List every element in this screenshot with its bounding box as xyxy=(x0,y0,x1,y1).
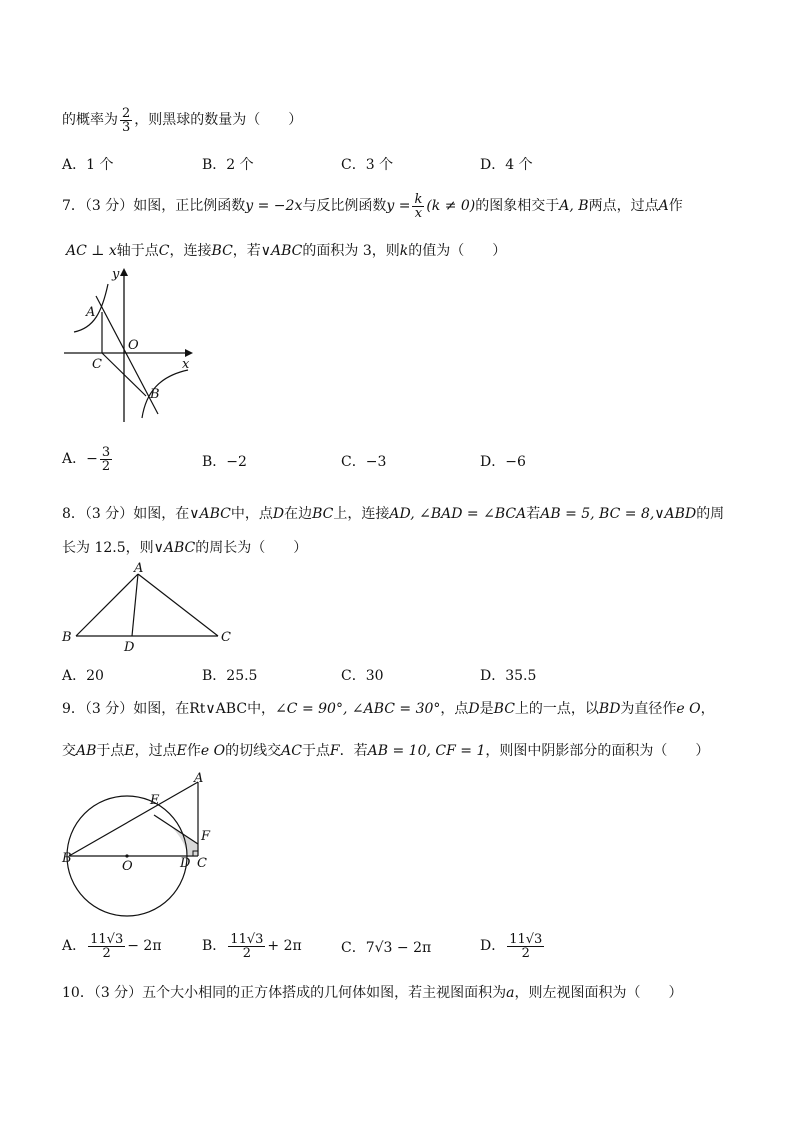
q9-opt-a-label: A． xyxy=(62,938,87,954)
q7-k: k xyxy=(399,243,409,259)
q7-line-y-eq-neg2x xyxy=(96,296,158,414)
q9-point-e: E xyxy=(176,743,187,759)
q9-point-e: E xyxy=(124,743,135,759)
q9-text: ，则图中阴影部分的面积为（ ） xyxy=(485,743,710,759)
q7-option-a[interactable] xyxy=(62,440,114,478)
q7-text: 7．（3 分）如图，正比例函数 xyxy=(62,198,246,214)
q9-text: 交 xyxy=(62,743,76,759)
q7-perp: AC ⊥ x xyxy=(66,243,117,259)
q9-opt-d-num: 11√3 xyxy=(509,931,543,947)
q9-opt-a-num: 11√3 xyxy=(90,931,124,947)
q8-triangle: ∨ABC xyxy=(189,506,231,522)
q9-text: ， xyxy=(700,701,715,717)
q9-rt-triangle: Rt∨ABC xyxy=(189,701,248,717)
q6-option-a[interactable]: A．1 个 xyxy=(62,157,114,173)
q9-option-b[interactable] xyxy=(202,926,302,966)
q7-text: 轴于点 xyxy=(116,243,159,259)
q7-opt-a-den: 2 xyxy=(101,458,111,474)
q7-label-c: C xyxy=(92,357,102,372)
q9-label-e: E xyxy=(150,793,160,808)
q9-text: 的切线交 xyxy=(225,743,282,759)
q7-label-x: x xyxy=(182,357,190,372)
q7-label-a: A xyxy=(86,305,96,320)
q9-stem-line1 xyxy=(62,698,715,718)
q9-label-a: A xyxy=(194,771,204,786)
q8-text: 中，点 xyxy=(230,506,273,522)
q7-text: 与反比例函数 xyxy=(302,198,387,214)
q7-fraction xyxy=(412,193,424,220)
q9-opt-b-tail: + 2π xyxy=(267,938,302,954)
q9-opt-d-den: 2 xyxy=(521,945,530,961)
q9-values: AB = 10, CF = 1 xyxy=(367,743,486,759)
q8-label-a: A xyxy=(134,561,144,576)
q8-text: 在边 xyxy=(284,506,313,522)
q7-condition: (k ≠ 0) xyxy=(426,198,476,214)
q9-label-f: F xyxy=(201,829,211,844)
q7-point-c: C xyxy=(158,243,170,259)
q9-text: ．若 xyxy=(339,743,368,759)
q9-angles: ∠C = 90°, ∠ABC = 30° xyxy=(275,701,441,717)
q8-triangle-abd: ∨ABD xyxy=(654,506,697,522)
q8-text: 的周长为（ ） xyxy=(195,540,308,556)
q9-opt-d-label: D． xyxy=(480,938,506,954)
q8-stem-line1 xyxy=(62,503,724,523)
q8-segment-ac xyxy=(138,574,218,636)
q7-stem-line2 xyxy=(66,240,506,260)
q8-text: 若 xyxy=(526,506,541,522)
q9-point-f: F xyxy=(329,743,340,759)
q7-label-o: O xyxy=(128,338,139,353)
q9-circle-o: e O xyxy=(676,701,701,717)
q7-opt-a-num: 3 xyxy=(101,444,111,460)
q7-points: A, B xyxy=(559,198,589,214)
q10-text: ，则左视图面积为（ ） xyxy=(514,985,683,1001)
q6-option-b[interactable]: B．2 个 xyxy=(202,157,254,173)
q9-opt-b-den: 2 xyxy=(242,945,251,961)
q7-y-arrow xyxy=(120,268,128,276)
q9-label-o: O xyxy=(122,859,133,874)
q8-text: 的周 xyxy=(696,506,725,522)
q7-option-d[interactable]: D．−6 xyxy=(480,454,526,470)
q7-triangle: ∨ABC xyxy=(260,243,303,259)
q7-frac-den: x xyxy=(414,205,423,221)
q8-option-b[interactable]: B．25.5 xyxy=(202,668,258,684)
q9-label-d: D xyxy=(180,856,191,871)
q7-hyperbola-lower xyxy=(142,370,188,418)
q10-a: a xyxy=(506,985,515,1001)
q8-option-a[interactable]: A．20 xyxy=(62,668,104,684)
q8-values: AB = 5, BC = 8, xyxy=(540,506,655,522)
q7-x-arrow xyxy=(185,349,193,357)
q9-option-a[interactable] xyxy=(62,926,162,966)
q9-point-d: D xyxy=(468,701,480,717)
q9-option-d[interactable] xyxy=(480,926,546,966)
q8-text: 长为 12.5，则 xyxy=(62,540,154,556)
q7-text: 的图象相交于 xyxy=(475,198,560,214)
q8-option-d[interactable]: D．35.5 xyxy=(480,668,537,684)
q9-opt-b-fraction xyxy=(228,933,265,960)
q8-text: 上，连接 xyxy=(333,506,390,522)
q7-text: ，若 xyxy=(232,243,261,259)
q7-option-c[interactable]: C．−3 xyxy=(341,454,387,470)
q9-text: 是 xyxy=(479,701,494,717)
q6-frac-den: 3 xyxy=(122,119,131,135)
q7-label-y: y xyxy=(112,267,120,282)
q9-label-b: B xyxy=(62,851,72,866)
q9-opt-a-fraction xyxy=(88,933,125,960)
q9-bd: BD xyxy=(598,701,621,717)
q9-text: 9．（3 分）如图，在 xyxy=(62,701,190,717)
q9-ac: AC xyxy=(281,743,302,759)
q7-text: 的值为（ ） xyxy=(408,243,507,259)
q9-opt-a-den: 2 xyxy=(102,945,111,961)
q9-text: 为直径作 xyxy=(620,701,677,717)
q7-point-a: A xyxy=(658,198,669,214)
q8-segment-ab xyxy=(76,574,138,636)
q8-stem-line2 xyxy=(62,537,307,557)
q6-option-c[interactable]: C．3 个 xyxy=(341,157,394,173)
q6-fraction xyxy=(120,107,132,134)
q8-label-b: B xyxy=(62,630,72,645)
q9-segment-ab xyxy=(69,782,198,856)
q6-frac-num: 2 xyxy=(122,105,131,121)
q7-figure xyxy=(60,262,200,422)
q8-segment-ad xyxy=(132,574,138,636)
q6-stem-prefix: 的概率为 xyxy=(62,112,118,128)
q9-tangent-ef xyxy=(154,815,198,844)
q7-stem-line1 xyxy=(62,186,683,226)
q8-figure xyxy=(60,560,240,655)
q8-option-c[interactable]: C．30 xyxy=(341,668,384,684)
q9-circle-o: e O xyxy=(200,743,226,759)
q7-text: 两点，过点 xyxy=(588,198,659,214)
q7-opt-a-label: A．− xyxy=(62,451,98,467)
q7-eq1: y = −2x xyxy=(245,198,303,214)
q9-bc: BC xyxy=(493,701,515,717)
q8-point-d: D xyxy=(272,506,285,522)
q6-option-d[interactable]: D．4 个 xyxy=(480,157,533,173)
q7-label-b: B xyxy=(150,387,160,402)
q9-text: 上的一点，以 xyxy=(514,701,599,717)
q9-text: 中， xyxy=(247,701,276,717)
q6-stem xyxy=(62,100,302,140)
q6-stem-suffix: ，则黑球的数量为（ ） xyxy=(134,112,303,128)
q9-stem-line2 xyxy=(62,740,709,760)
q9-label-c: C xyxy=(197,856,207,871)
q10-stem xyxy=(62,982,683,1002)
q9-text: 于点 xyxy=(301,743,330,759)
q7-eq2-lhs: y = xyxy=(386,198,411,214)
q7-frac-num: k xyxy=(414,191,423,207)
q10-text: 10．（3 分）五个大小相同的正方体搭成的几何体如图，若主视图面积为 xyxy=(62,985,507,1001)
q8-label-d: D xyxy=(124,640,135,655)
q9-figure xyxy=(60,770,220,920)
q7-text: 作 xyxy=(668,198,683,214)
q9-ab: AB xyxy=(76,743,97,759)
q9-text: ，过点 xyxy=(134,743,177,759)
q8-equation: AD, ∠BAD = ∠BCA xyxy=(389,506,527,522)
q9-opt-d-fraction xyxy=(507,933,544,960)
q7-opt-a-fraction xyxy=(100,446,112,473)
q7-text: ，连接 xyxy=(169,243,212,259)
q8-label-c: C xyxy=(221,630,231,645)
q9-option-c[interactable]: C．7√3 − 2π xyxy=(341,940,432,956)
q9-text: 作 xyxy=(186,743,201,759)
q8-bc: BC xyxy=(312,506,334,522)
q9-opt-a-tail: − 2π xyxy=(127,938,162,954)
q9-opt-b-num: 11√3 xyxy=(230,931,264,947)
q8-triangle: ∨ABC xyxy=(153,540,196,556)
q7-text: 的面积为 3，则 xyxy=(302,243,400,259)
q9-center-dot xyxy=(125,854,128,857)
q9-text: ，点 xyxy=(440,701,469,717)
q7-bc: BC xyxy=(211,243,233,259)
q9-text: 于点 xyxy=(96,743,125,759)
q7-option-b[interactable]: B．−2 xyxy=(202,454,247,470)
q9-opt-b-label: B． xyxy=(202,938,227,954)
q8-text: 8．（3 分）如图，在 xyxy=(62,506,190,522)
